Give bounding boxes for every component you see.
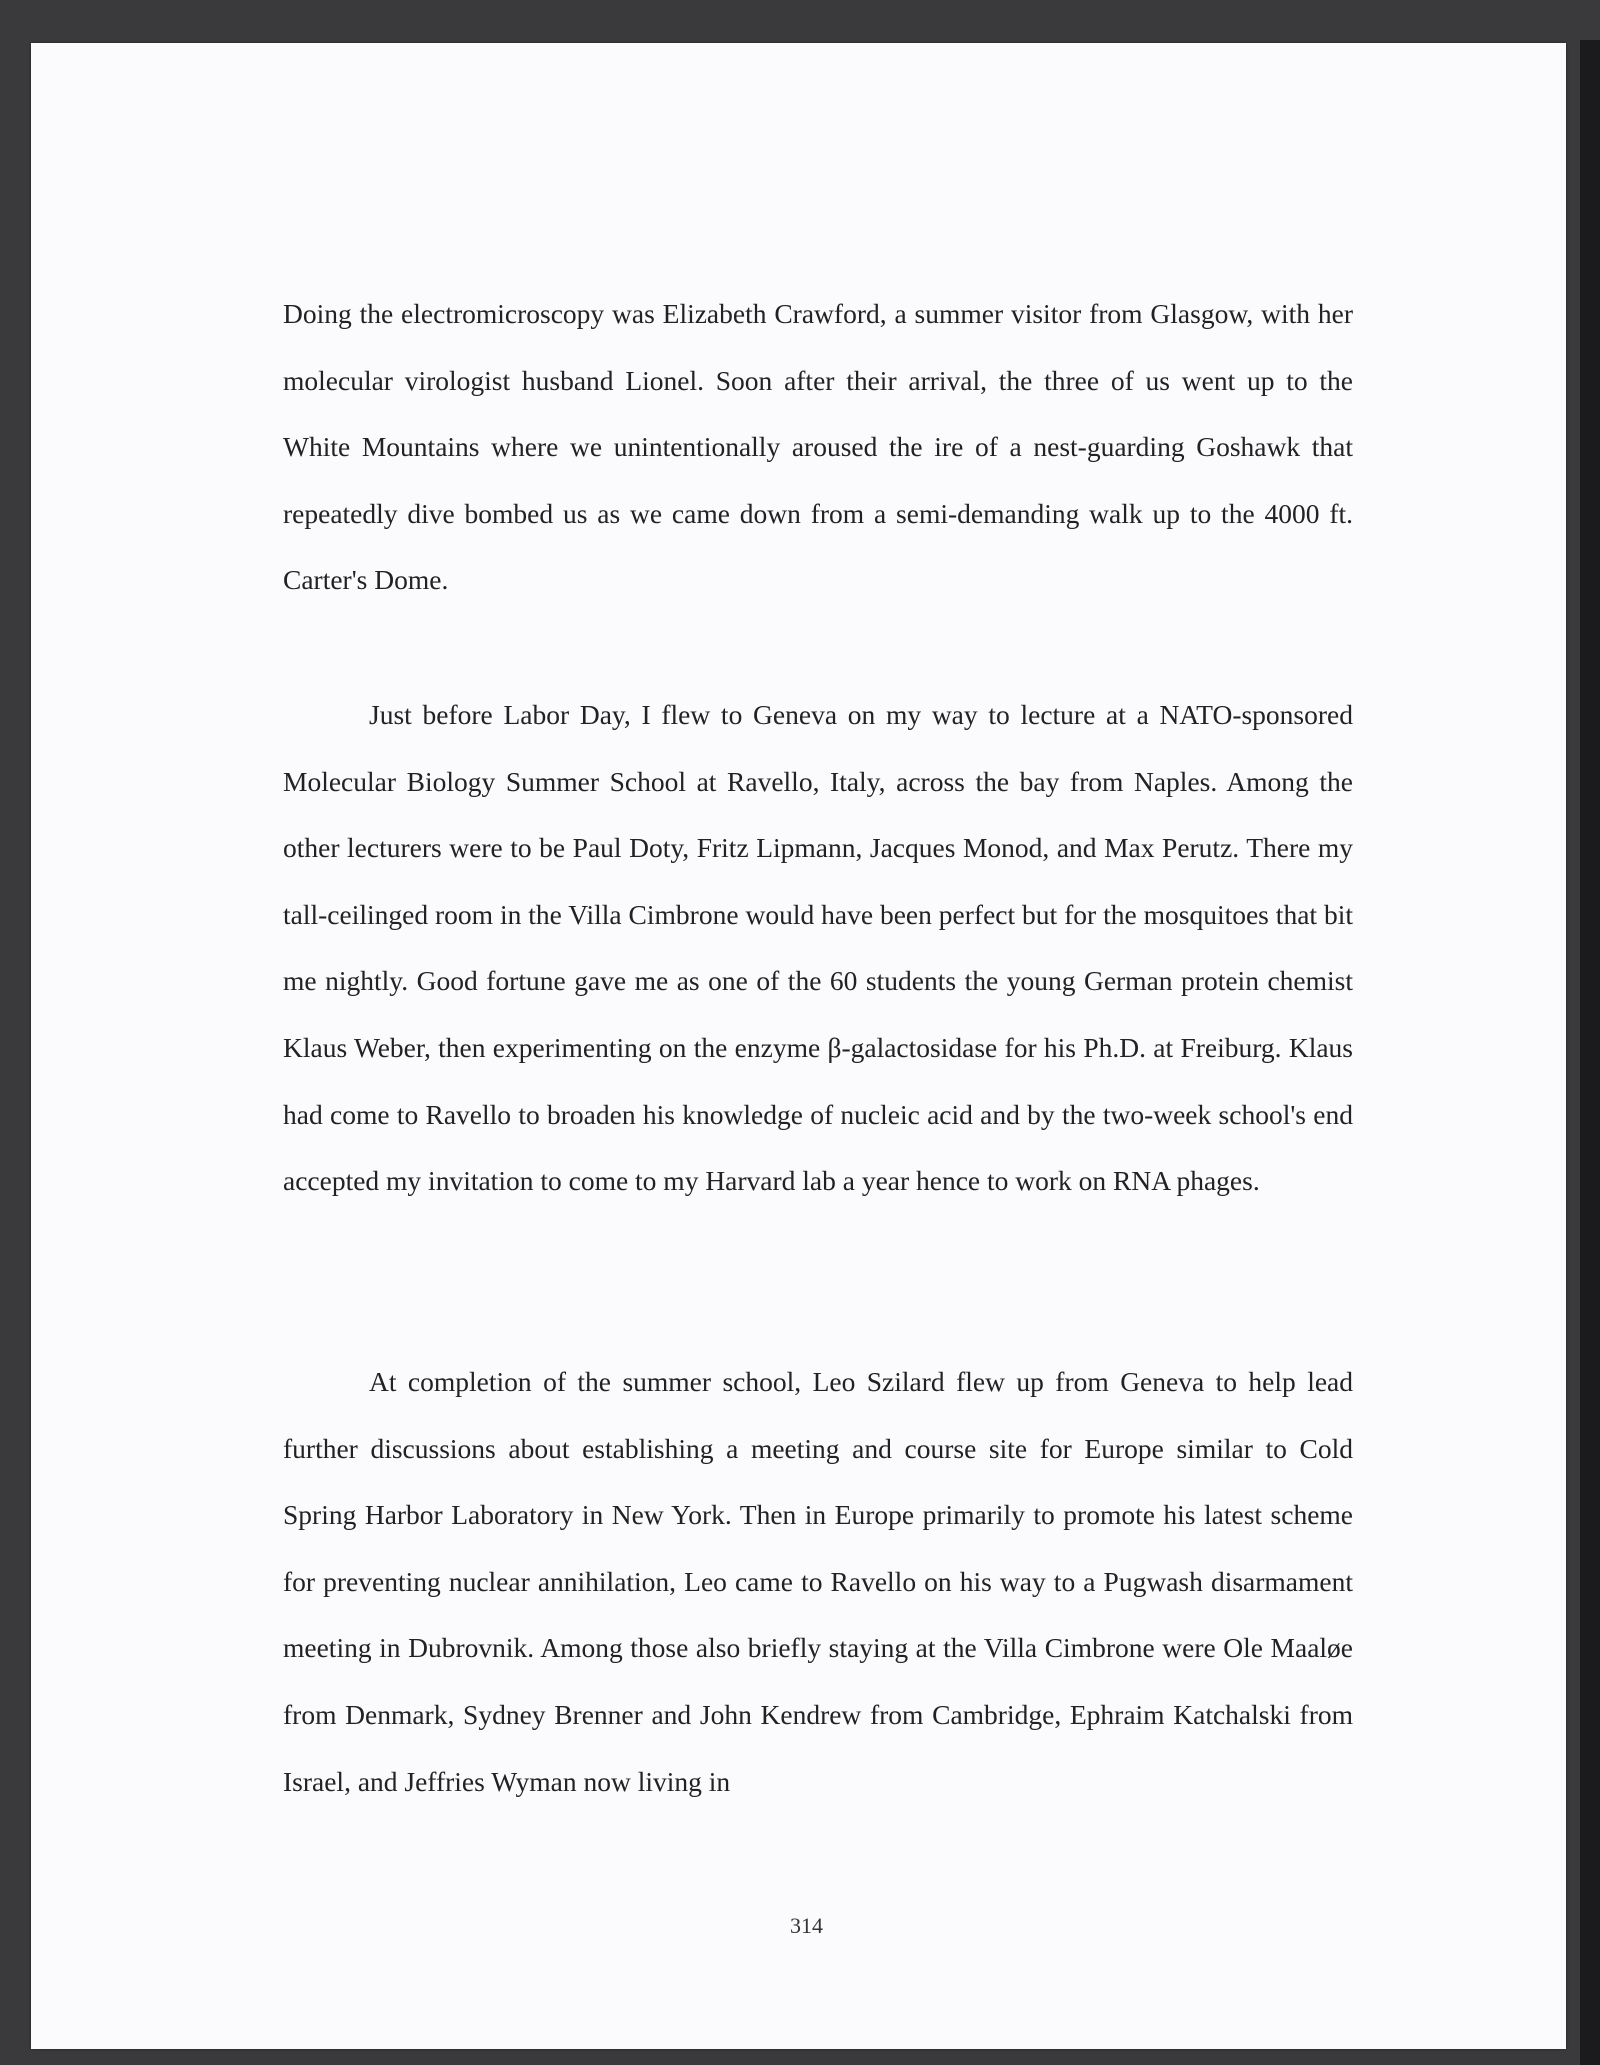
page-edge-shadow xyxy=(1580,40,1600,2065)
document-page xyxy=(31,43,1566,2049)
paragraph-3-block xyxy=(283,1349,1353,1815)
paragraph-3: At completion of the summer school, Leo Szilard flew up from Geneva to help lead further discussions about establishing a meeting and course site for Europe similar to Cold Spring Harbor Laboratory in New York. Then in Europe primarily to promote his latest scheme for preventing nuclear annihilation, Leo came to Ravello on his way to a Pugwash disarmament meeting in Dubrovnik. Among those also briefly staying at the Villa Cimbrone were Ole Maaløe from Denmark, Sydney Brenner and John Kendrew from Cambridge, Ephraim Katchalski from Israel, and Jeffries Wyman now living in xyxy=(283,1366,1353,1797)
paragraph-2: Just before Labor Day, I flew to Geneva on my way to lecture at a NATO-sponsored Molecular Biology Summer School at Ravello, Italy, across the bay from Naples. Among the other lecturers were to be Paul Doty, Fritz Lipmann, Jacques Monod, and Max Perutz. There my tall-ceilinged room in the Villa Cimbrone would have been perfect but for the mosquitoes that bit me nightly. Good fortune gave me as one of the 60 students the young German protein chemist Klaus Weber, then experimenting on the enzyme β-galactosidase for his Ph.D. at Freiburg. Klaus had come to Ravello to broaden his knowledge of nucleic acid and by the two-week school's end accepted my invitation to come to my Harvard lab a year hence to work on RNA phages. xyxy=(283,699,1353,1197)
page-number: 314 xyxy=(790,1913,823,1938)
paragraph-1: Doing the electromicroscopy was Elizabeth Crawford, a summer visitor from Glasgow, with her molecular virologist husband Lionel. Soon after their arrival, the three of us went up to the White Mountains where we unintentionally aroused the ire of a nest-guarding Goshawk that repeatedly dive bombed us as we came down from a semi-demanding walk up to the 4000 ft. Carter's Dome. xyxy=(283,298,1353,596)
paragraph-2-block xyxy=(283,682,1353,1215)
paragraph-1-block xyxy=(283,281,1353,614)
